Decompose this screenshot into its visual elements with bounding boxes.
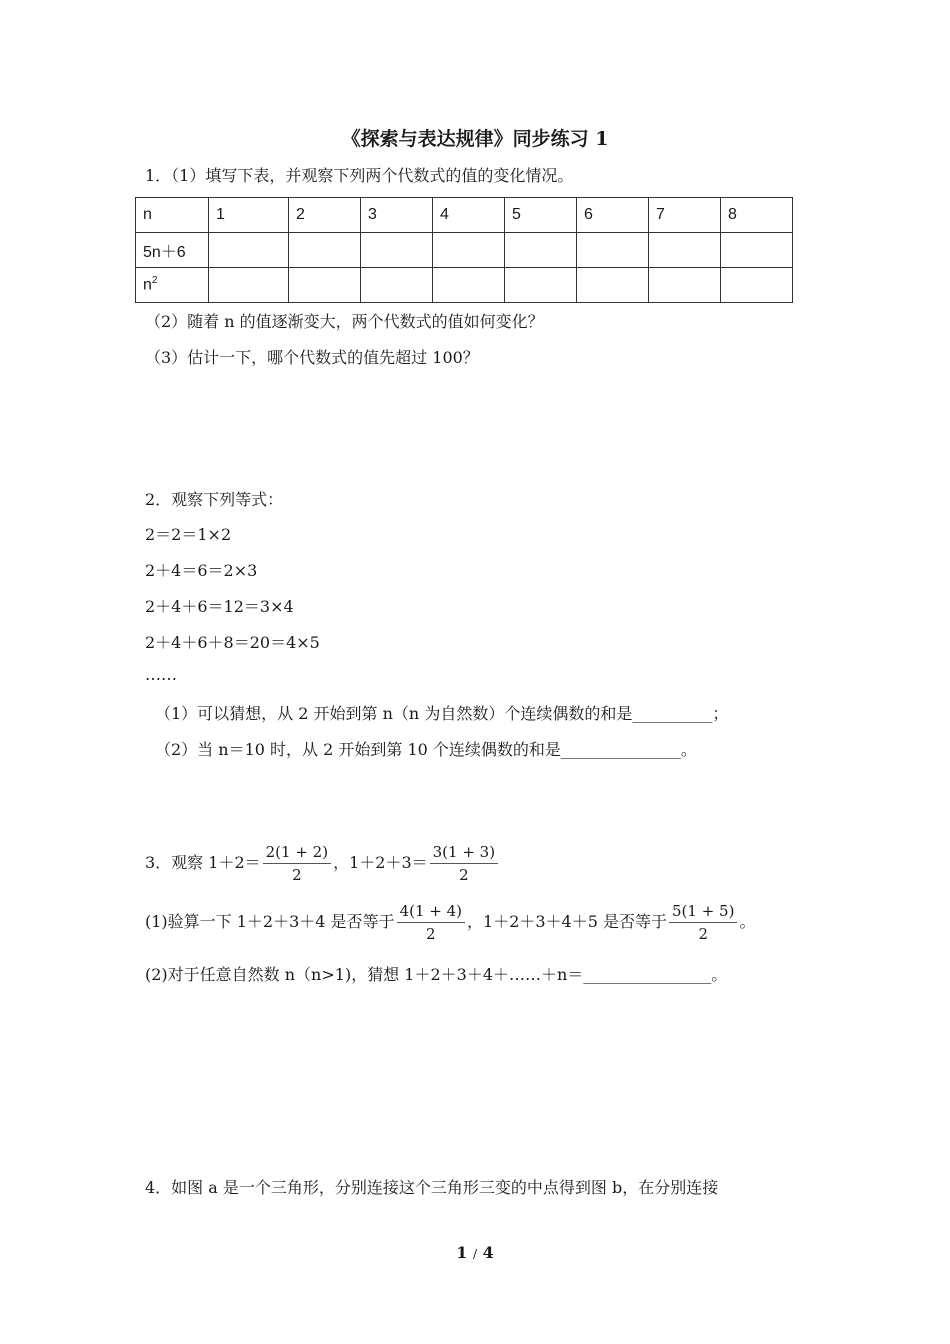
q3-part1-c: 。: [739, 912, 756, 931]
q2-part1: （1）可以猜想，从 2 开始到第 n（n 为自然数）个连续偶数的和是__________；: [155, 704, 729, 723]
fraction: [263, 843, 331, 884]
table-cell[interactable]: [433, 233, 505, 268]
table-cell[interactable]: [577, 268, 649, 303]
table-cell[interactable]: [361, 233, 433, 268]
q2-part2: （2）当 n＝10 时，从 2 开始到第 10 个连续偶数的和是_______________。: [155, 740, 697, 759]
page-number: [0, 1243, 950, 1262]
table-cell: 3: [361, 198, 433, 233]
table-cell: 6: [577, 198, 649, 233]
denominator: 2: [459, 866, 469, 884]
document-title: 《探索与表达规律》同步练习 1: [341, 128, 609, 150]
table-cell[interactable]: [721, 233, 793, 268]
table-cell[interactable]: [505, 233, 577, 268]
table-cell: n: [136, 198, 209, 233]
q1-part2: （2）随着 n 的值逐渐变大，两个代数式的值如何变化？: [145, 312, 544, 331]
table-cell[interactable]: [433, 268, 505, 303]
table-cell: 7: [649, 198, 721, 233]
table-cell: 2: [289, 198, 361, 233]
exponent: 2: [151, 275, 158, 287]
denominator: 2: [698, 925, 709, 943]
q3-text-b: ，1＋2＋3＝: [333, 853, 428, 872]
denominator: 2: [292, 866, 302, 884]
q2-ellipsis: ……: [145, 665, 177, 684]
table-cell: [136, 268, 209, 303]
table-cell[interactable]: [577, 233, 649, 268]
q1-intro: 1．（1）填写下表，并观察下列两个代数式的值的变化情况。: [145, 166, 574, 185]
q2-eq1: 2＝2＝1×2: [145, 525, 232, 544]
numerator: 4(1 + 4): [397, 902, 465, 923]
table-cell[interactable]: [649, 233, 721, 268]
q2-eq3: 2＋4＋6＝12＝3×4: [145, 597, 294, 616]
q2-eq4: 2＋4＋6＋8＝20＝4×5: [145, 633, 320, 652]
q2-intro: 2．观察下列等式：: [145, 490, 284, 509]
table-cell: 5: [505, 198, 577, 233]
q4-intro: 4．如图 a 是一个三角形，分别连接这个三角形三变的中点得到图 b，在分别连接: [145, 1178, 719, 1197]
table-cell[interactable]: [505, 268, 577, 303]
fraction: [669, 902, 737, 943]
q3-part2: (2)对于任意自然数 n（n>1)，猜想 1＋2＋3＋4＋……＋n＝________________。: [145, 965, 728, 984]
numerator: 3(1 + 3): [430, 843, 498, 864]
q3-part1-b: ，1＋2＋3＋4＋5 是否等于: [467, 912, 668, 931]
total-pages: 4: [482, 1243, 494, 1262]
table-cell: 4: [433, 198, 505, 233]
table-cell[interactable]: [289, 233, 361, 268]
page-separator: /: [472, 1247, 478, 1261]
q1-part3: （3）估计一下，哪个代数式的值先超过 100？: [145, 348, 479, 367]
table-cell[interactable]: [361, 268, 433, 303]
q3-line1: [145, 843, 500, 884]
fraction: [430, 843, 498, 884]
table-cell[interactable]: [209, 268, 289, 303]
table-row: [136, 233, 793, 268]
numerator: 2(1 + 2): [263, 843, 331, 864]
q3-part1-a: (1)验算一下 1＋2＋3＋4 是否等于: [145, 912, 395, 931]
table-cell[interactable]: [649, 268, 721, 303]
table-row: [136, 268, 793, 303]
table-cell: 5n＋6: [136, 233, 209, 268]
fraction: [397, 902, 465, 943]
current-page: 1: [456, 1243, 468, 1262]
q2-eq2: 2＋4＝6＝2×3: [145, 561, 258, 580]
n-label: n: [143, 276, 152, 294]
numerator: 5(1 + 5): [669, 902, 737, 923]
table-cell: 1: [209, 198, 289, 233]
q1-table: [135, 197, 793, 303]
table-cell: 8: [721, 198, 793, 233]
table-cell[interactable]: [289, 268, 361, 303]
denominator: 2: [426, 925, 436, 943]
q3-text-a: 3．观察 1＋2＝: [145, 853, 261, 872]
table-cell[interactable]: [721, 268, 793, 303]
table-row: [136, 198, 793, 233]
table-cell[interactable]: [209, 233, 289, 268]
q3-line2: [145, 902, 755, 943]
